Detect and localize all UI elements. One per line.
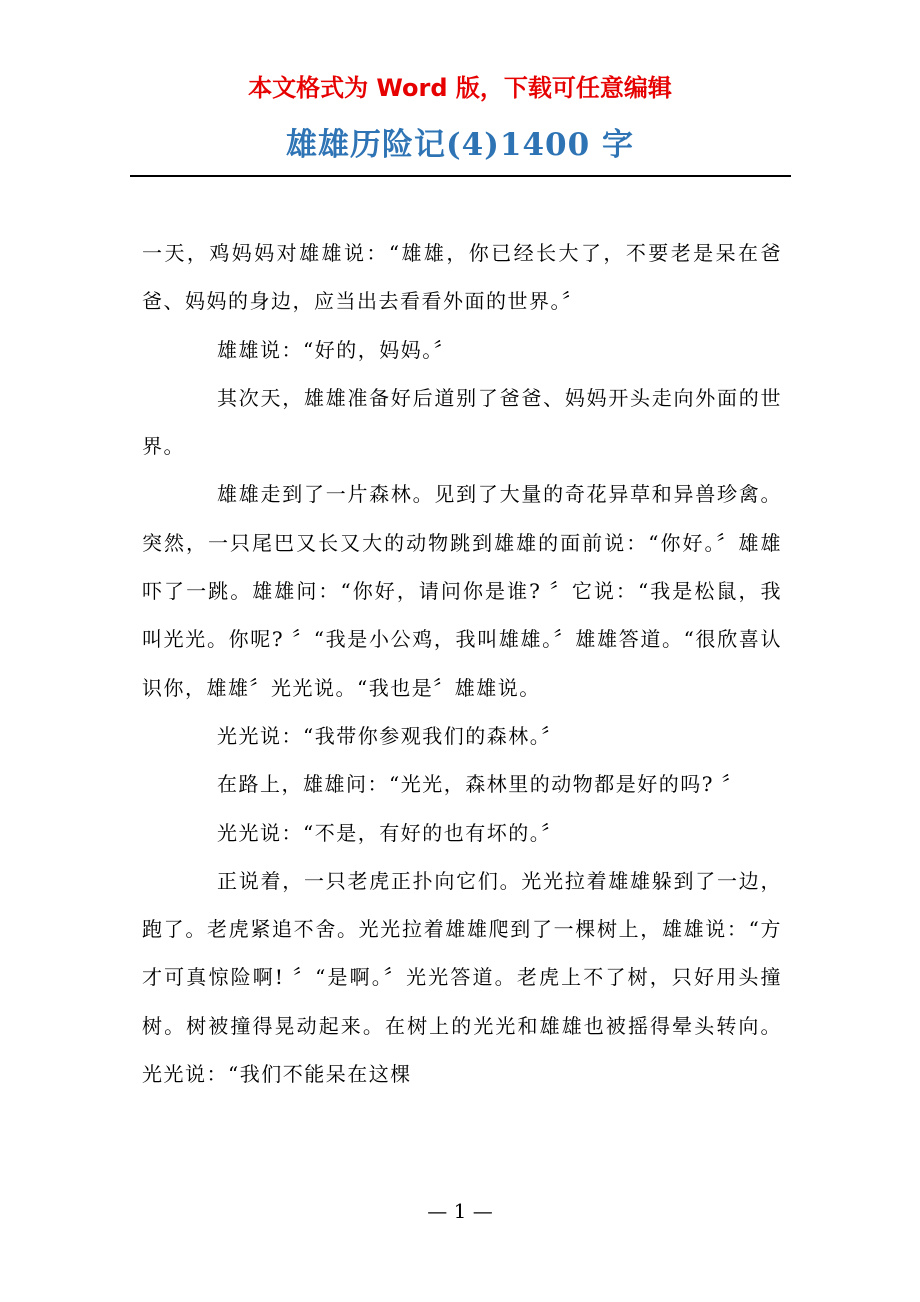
page-number: — 1 —: [427, 1199, 493, 1223]
document-title: 雄雄历险记(4)1400 字: [286, 127, 634, 163]
paragraph: 在路上，雄雄问：“光光，森林里的动物都是好的吗? 〞: [217, 772, 744, 797]
paragraph: 其次天，雄雄准备好后道别了爸爸、妈妈开头走向外面的世界。: [142, 385, 782, 459]
format-notice: 本文格式为 Word 版，下载可任意编辑: [248, 74, 672, 102]
paragraph: 一天，鸡妈妈对雄雄说：“雄雄，你已经长大了，不要老是呆在爸爸、妈妈的身边，应当出去看看外面的世界。〞: [142, 241, 782, 314]
title-divider: [130, 175, 791, 177]
paragraph: 光光说：“我带你参观我们的森林。〞: [217, 723, 563, 748]
paragraph: 正说着，一只老虎正扑向它们。光光拉着雄雄躲到了一边，跑了。老虎紧追不舍。光光拉着雄雄爬到了一棵树上，雄雄说：“方才可真惊险啊! 〞“是啊。〞光光答道。老虎上不了树，只好用头撞树。树被撞得晃动起来。在树上的光光和雄雄也被摇得晕头转向。光光说：“我们不能呆在这棵: [142, 868, 782, 1087]
paragraph: 光光说：“不是，有好的也有坏的。〞: [217, 820, 563, 845]
paragraph: 雄雄走到了一片森林。见到了大量的奇花异草和异兽珍禽。突然，一只尾巴又长又大的动物跳到雄雄的面前说：“你好。〞雄雄吓了一跳。雄雄问：“你好，请问你是谁? 〞它说：“我是松鼠，我叫光光。你呢? 〞“我是小公鸡，我叫雄雄。〞雄雄答道。“很欣喜认识你，雄雄〞光光说。“我也是〞雄雄说。: [142, 482, 782, 700]
document-body: [142, 229, 782, 1098]
paragraph: 雄雄说：“好的，妈妈。〞: [217, 337, 456, 362]
